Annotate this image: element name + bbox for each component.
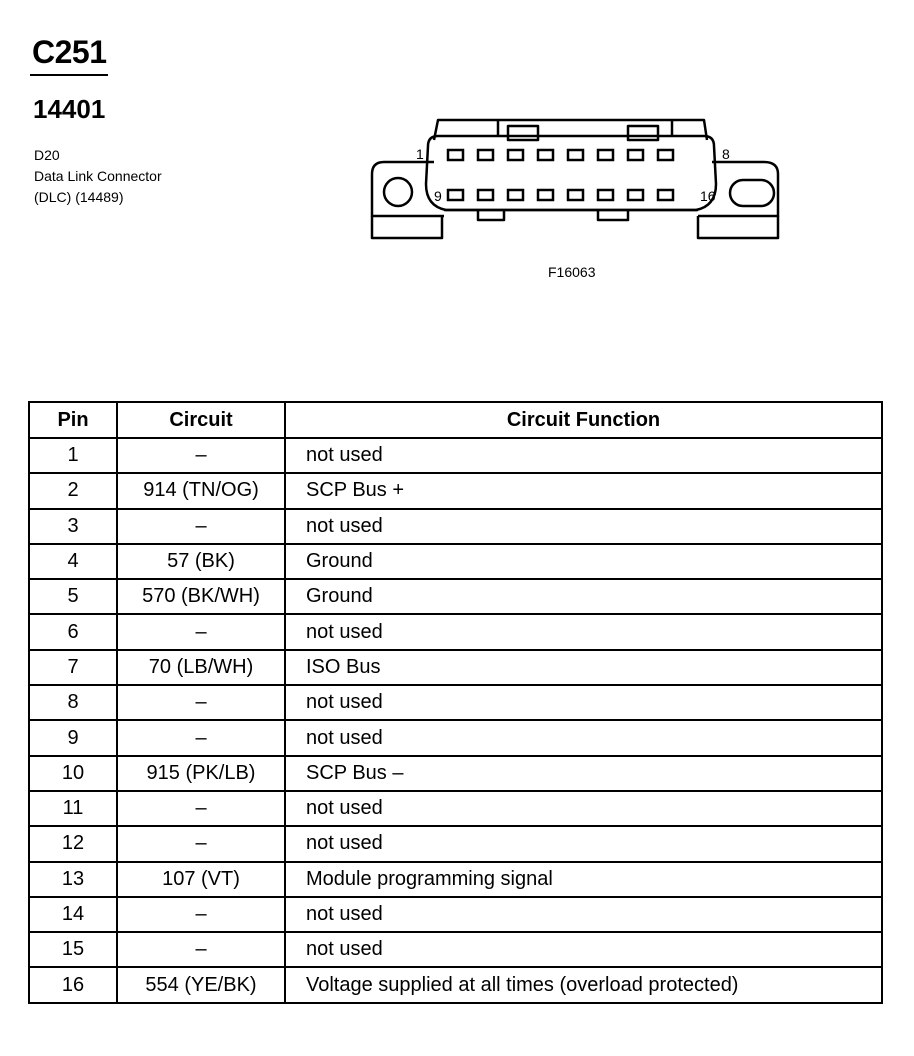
pin-cell: 1 bbox=[29, 438, 117, 473]
pin-cell: 9 bbox=[29, 720, 117, 755]
key-slot-right bbox=[628, 126, 658, 140]
function-cell: Ground bbox=[285, 544, 882, 579]
key-slot-left bbox=[508, 126, 538, 140]
circuit-cell: – bbox=[117, 826, 285, 861]
table-row bbox=[29, 473, 882, 508]
pin-table bbox=[28, 401, 883, 1004]
pin-cell: 3 bbox=[29, 509, 117, 544]
circuit-cell: 107 (VT) bbox=[117, 862, 285, 897]
pin-cell: 7 bbox=[29, 650, 117, 685]
circuit-cell: 914 (TN/OG) bbox=[117, 473, 285, 508]
table-row bbox=[29, 650, 882, 685]
table-row bbox=[29, 579, 882, 614]
pin-cell: 15 bbox=[29, 932, 117, 967]
pin-label-9: 9 bbox=[434, 188, 442, 204]
function-cell: Module programming signal bbox=[285, 862, 882, 897]
table-row bbox=[29, 544, 882, 579]
mounting-hole-left bbox=[384, 178, 412, 206]
mounting-slot-right bbox=[730, 180, 774, 206]
pin-cell: 4 bbox=[29, 544, 117, 579]
description-line-name: Data Link Connector bbox=[34, 168, 162, 184]
function-cell: not used bbox=[285, 685, 882, 720]
circuit-cell: – bbox=[117, 932, 285, 967]
pin-cell: 8 bbox=[29, 685, 117, 720]
function-cell: SCP Bus – bbox=[285, 756, 882, 791]
description-line-code: D20 bbox=[34, 147, 60, 163]
description-line-ref: (DLC) (14489) bbox=[34, 189, 124, 205]
function-cell: SCP Bus + bbox=[285, 473, 882, 508]
circuit-cell: 70 (LB/WH) bbox=[117, 650, 285, 685]
pin-cell: 12 bbox=[29, 826, 117, 861]
function-cell: not used bbox=[285, 932, 882, 967]
pin-cell: 2 bbox=[29, 473, 117, 508]
circuit-cell: 554 (YE/BK) bbox=[117, 967, 285, 1002]
pin-cell: 16 bbox=[29, 967, 117, 1002]
table-row bbox=[29, 614, 882, 649]
table-row bbox=[29, 897, 882, 932]
pin-label-16: 16 bbox=[700, 188, 716, 204]
function-cell: ISO Bus bbox=[285, 650, 882, 685]
header-pin: Pin bbox=[29, 402, 117, 438]
function-cell: not used bbox=[285, 720, 882, 755]
pin-label-8: 8 bbox=[722, 146, 730, 162]
figure-id: F16063 bbox=[548, 264, 596, 280]
function-cell: not used bbox=[285, 791, 882, 826]
circuit-cell: 57 (BK) bbox=[117, 544, 285, 579]
pin-cell: 14 bbox=[29, 897, 117, 932]
circuit-cell: – bbox=[117, 720, 285, 755]
pin-row-top bbox=[448, 150, 673, 160]
table-row bbox=[29, 967, 882, 1002]
function-cell: not used bbox=[285, 509, 882, 544]
circuit-cell: – bbox=[117, 614, 285, 649]
pin-label-1: 1 bbox=[416, 146, 424, 162]
circuit-cell: 570 (BK/WH) bbox=[117, 579, 285, 614]
circuit-cell: – bbox=[117, 685, 285, 720]
pin-cell: 13 bbox=[29, 862, 117, 897]
connector-id-underline bbox=[30, 74, 108, 76]
function-cell: not used bbox=[285, 614, 882, 649]
table-row bbox=[29, 932, 882, 967]
header-circuit-function: Circuit Function bbox=[285, 402, 882, 438]
pin-cell: 10 bbox=[29, 756, 117, 791]
connector-description bbox=[34, 145, 162, 208]
circuit-cell: – bbox=[117, 509, 285, 544]
function-cell: not used bbox=[285, 897, 882, 932]
function-cell: not used bbox=[285, 826, 882, 861]
function-cell: Voltage supplied at all times (overload protected) bbox=[285, 967, 882, 1002]
circuit-cell: – bbox=[117, 897, 285, 932]
table-row bbox=[29, 438, 882, 473]
connector-id: C251 bbox=[32, 34, 107, 70]
table-row bbox=[29, 720, 882, 755]
pin-cell: 6 bbox=[29, 614, 117, 649]
table-row bbox=[29, 826, 882, 861]
circuit-cell: – bbox=[117, 791, 285, 826]
circuit-cell: 915 (PK/LB) bbox=[117, 756, 285, 791]
table-row bbox=[29, 791, 882, 826]
pin-row-bottom bbox=[448, 190, 673, 200]
function-cell: Ground bbox=[285, 579, 882, 614]
circuit-cell: – bbox=[117, 438, 285, 473]
table-row bbox=[29, 756, 882, 791]
table-header-row bbox=[29, 402, 882, 438]
table-row bbox=[29, 685, 882, 720]
function-cell: not used bbox=[285, 438, 882, 473]
header-circuit: Circuit bbox=[117, 402, 285, 438]
pin-table-body bbox=[29, 438, 882, 1003]
table-row bbox=[29, 509, 882, 544]
table-row bbox=[29, 862, 882, 897]
dlc-connector-diagram bbox=[360, 110, 800, 245]
pin-cell: 5 bbox=[29, 579, 117, 614]
part-number: 14401 bbox=[33, 94, 106, 124]
pin-cell: 11 bbox=[29, 791, 117, 826]
